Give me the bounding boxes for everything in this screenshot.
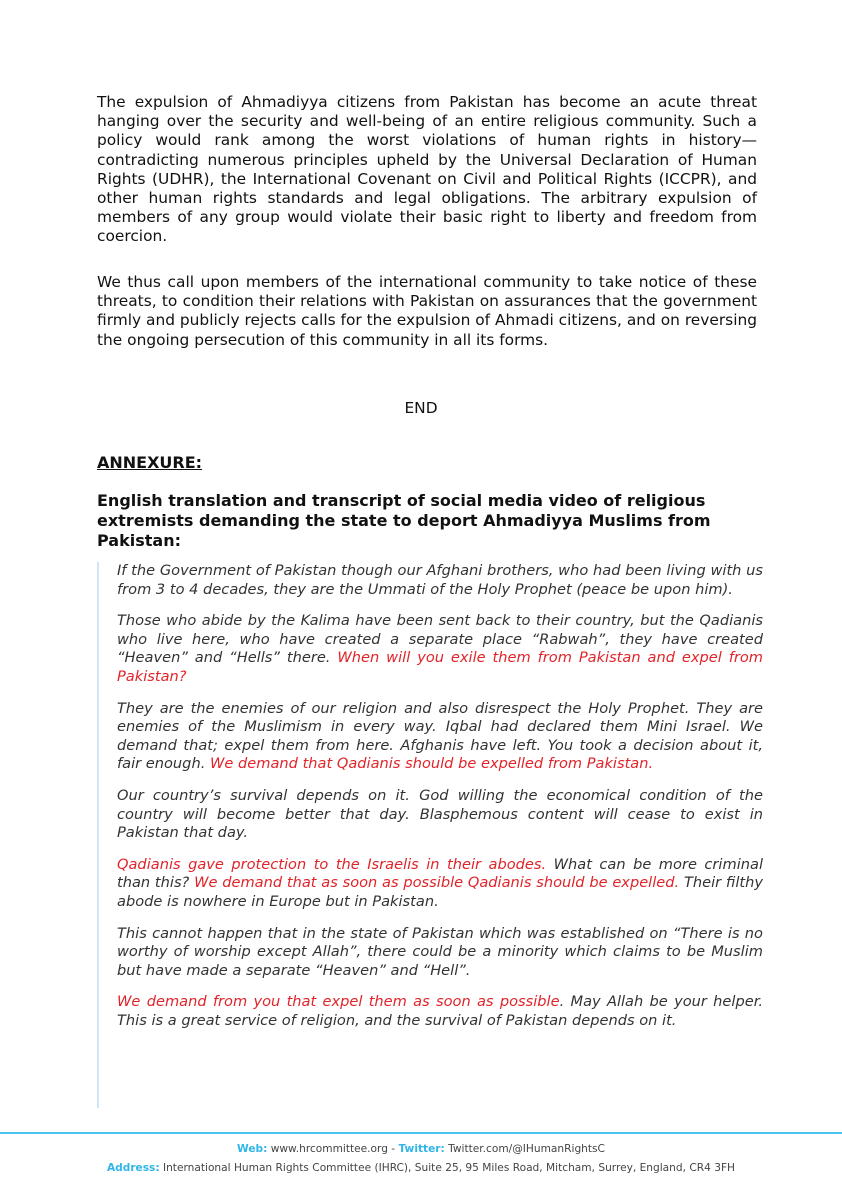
quote-highlight: We demand that as soon as possible Qadianis should be expelled. bbox=[194, 874, 680, 892]
annexure-heading: ANNEXURE: bbox=[97, 453, 203, 472]
body-paragraph-2: We thus call upon members of the international community to take notice of these threats, to condition their relations with Pakistan on assurances that the government firmly and publicly rejects calls for the expulsion of Ahmadi citizens, and on reversing the ongoing persecution of this community in all its forms. bbox=[97, 273, 757, 349]
quote-paragraph-1: If the Government of Pakistan though our Afghani brothers, who had been living with us from 3 to 4 decades, they are the Ummati of the Holy Prophet (peace be upon him). bbox=[117, 562, 763, 598]
quote-text: . May Allah be your helper. This is a great service of religion, and the survival of Pakistan depends on it. bbox=[117, 993, 763, 1029]
quote-paragraph-3 bbox=[117, 700, 763, 774]
quote-paragraph-6: This cannot happen that in the state of Pakistan which was established on “There is no worthy of worship except Allah”, there could be a minority which claims to be Muslim but have made a separate “Heaven” and “Hell”. bbox=[117, 924, 763, 979]
footer-address-line bbox=[0, 1162, 842, 1174]
footer-address-value: International Human Rights Committee (IHRC), Suite 25, 95 Miles Road, Mitcham, Surrey, England, CR4 3FH bbox=[159, 1162, 736, 1174]
quote-highlight: Qadianis gave protection to the Israelis in their abodes. bbox=[117, 855, 547, 873]
quote-text: They are the enemies of our religion and also disrespect the Holy Prophet. They are enemies of the Muslimism in every way. Iqbal had declared them Mini Israel. We demand that; expel them from here. Afghanis have left. You took a decision about it, fair enough. bbox=[117, 699, 763, 773]
footer-twitter-label: Twitter: bbox=[398, 1143, 445, 1155]
body-paragraph-1: The expulsion of Ahmadiyya citizens from Pakistan has become an acute threat hanging over the security and well-being of an entire religious community. Such a policy would rank among the worst violations of human rights in history—contradicting numerous principles upheld by the Universal Declaration of Human Rights (UDHR), the International Covenant on Civil and Political Rights (ICCPR), and other human rights standards and legal obligations. The arbitrary expulsion of members of any group would violate their basic right to liberty and freedom from coercion. bbox=[97, 93, 757, 246]
transcript-quote-block bbox=[97, 562, 763, 1108]
quote-highlight: When will you exile them from Pakistan and expel from Pakistan? bbox=[117, 649, 763, 685]
footer-divider bbox=[0, 1132, 842, 1134]
quote-text: What can be more criminal than this? bbox=[117, 855, 763, 892]
quote-paragraph-7 bbox=[117, 993, 763, 1030]
quote-highlight: We demand that Qadianis should be expelled from Pakistan. bbox=[209, 755, 654, 773]
quote-paragraph-4: Our country’s survival depends on it. God willing the economical condition of the country will become better that day. Blasphemous content will cease to exist in Pakistan that day. bbox=[117, 786, 763, 842]
quote-text: Their filthy abode is nowhere in Europe but in Pakistan. bbox=[117, 874, 763, 910]
end-marker: END bbox=[404, 399, 438, 417]
quote-text: Those who abide by the Kalima have been sent back to their country, but the Qadianis who live here, who have created a separate place “Rabwah”, they have created “Heaven” and “Hells” there. bbox=[117, 612, 763, 667]
footer-address-label: Address: bbox=[106, 1162, 160, 1174]
footer-web-line bbox=[0, 1143, 842, 1155]
annexure-title: English translation and transcript of social media video of religious extremists demanding the state to deport Ahmadiyya Muslims from Pakistan: bbox=[97, 491, 711, 550]
quote-paragraph-2 bbox=[117, 612, 763, 686]
quote-highlight: We demand from you that expel them as soon as possible bbox=[117, 993, 560, 1011]
footer-twitter-link[interactable]: Twitter.com/@IHumanRightsC bbox=[444, 1143, 605, 1155]
footer-web-label: Web: bbox=[237, 1143, 268, 1155]
quote-paragraph-5 bbox=[117, 856, 763, 912]
footer-web-link[interactable]: www.hrcommittee.org - bbox=[267, 1143, 399, 1155]
